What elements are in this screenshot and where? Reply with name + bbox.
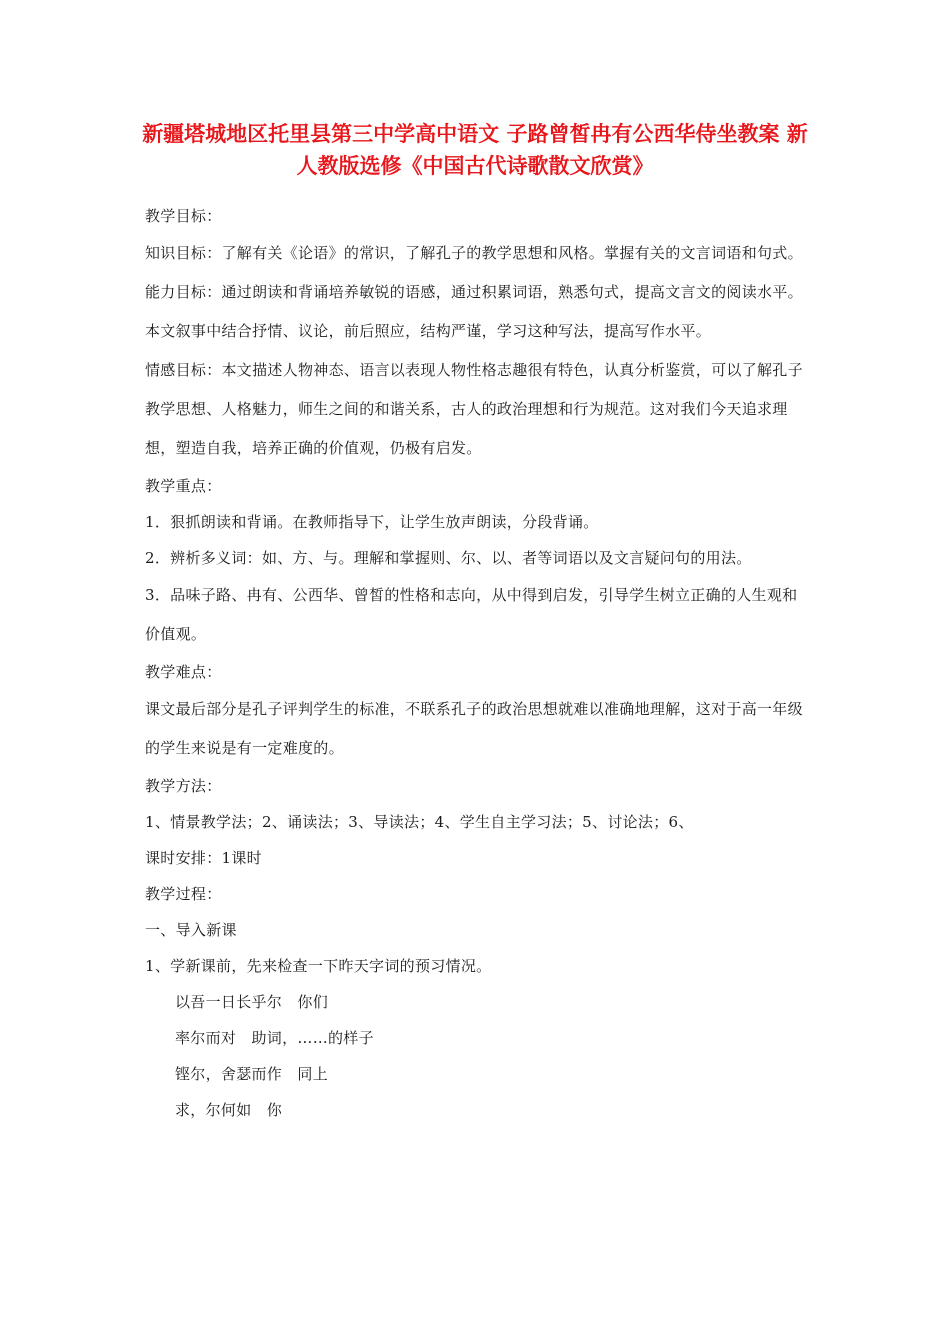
paragraph-schedule: 课时安排：1课时	[145, 849, 262, 867]
document-body	[145, 198, 810, 1128]
section-heading-key-points: 教学重点：	[145, 477, 222, 495]
paragraph-emotion-objective: 情感目标：本文描述人物神态、语言以表现人物性格志趣很有特色，认真分析鉴赏，可以了解孔子教学思想、人格魅力，师生之间的和谐关系，古人的政治理想和行为规范。这对我们今天追求理想，塑造自我，培养正确的价值观，仍极有启发。	[145, 361, 803, 457]
paragraph-methods: 1、情景教学法；2、诵读法；3、导读法；4、学生自主学习法；5、讨论法；6、	[145, 813, 694, 831]
section-heading-objectives: 教学目标：	[145, 207, 222, 225]
list-item-key-point-2: 2．辨析多义词：如、方、与。理解和掌握则、尔、以、者等词语以及文言疑问句的用法。	[145, 549, 752, 567]
section-heading-process: 教学过程：	[145, 885, 222, 903]
document-title: 新疆塔城地区托里县第三中学高中语文 子路曾皙冉有公西华侍坐教案 新人教版选修《中国古代诗歌散文欣赏》	[142, 122, 808, 178]
paragraph-knowledge-objective: 知识目标：了解有关《论语》的常识，了解孔子的教学思想和风格。掌握有关的文言词语和句式。	[145, 244, 803, 262]
list-item-preview-check: 1、学新课前，先来检查一下昨天字词的预习情况。	[145, 957, 492, 975]
list-item-key-point-1: 1．狠抓朗读和背诵。在教师指导下，让学生放声朗读，分段背诵。	[145, 513, 599, 531]
vocab-example: 率尔而对 助词，……的样子	[175, 1029, 374, 1047]
section-heading-methods: 教学方法：	[145, 777, 222, 795]
section-heading-difficulties: 教学难点：	[145, 663, 222, 681]
vocab-example: 求，尔何如 你	[175, 1101, 283, 1119]
paragraph-ability-objective: 能力目标：通过朗读和背诵培养敏锐的语感，通过积累词语，熟悉句式，提高文言文的阅读水平。本文叙事中结合抒情、议论，前后照应，结构严谨，学习这种写法，提高写作水平。	[145, 283, 803, 340]
vocab-example: 铿尔，舍瑟而作 同上	[175, 1065, 329, 1083]
paragraph-difficulty: 课文最后部分是孔子评判学生的标准，不联系孔子的政治思想就难以准确地理解，这对于高一年级的学生来说是有一定难度的。	[145, 700, 803, 757]
subheading-introduction: 一、导入新课	[145, 921, 237, 939]
vocab-example: 以吾一日长乎尔 你们	[175, 993, 329, 1011]
list-item-key-point-3: 3．品味子路、冉有、公西华、曾皙的性格和志向，从中得到启发，引导学生树立正确的人生观和价值观。	[145, 586, 798, 643]
